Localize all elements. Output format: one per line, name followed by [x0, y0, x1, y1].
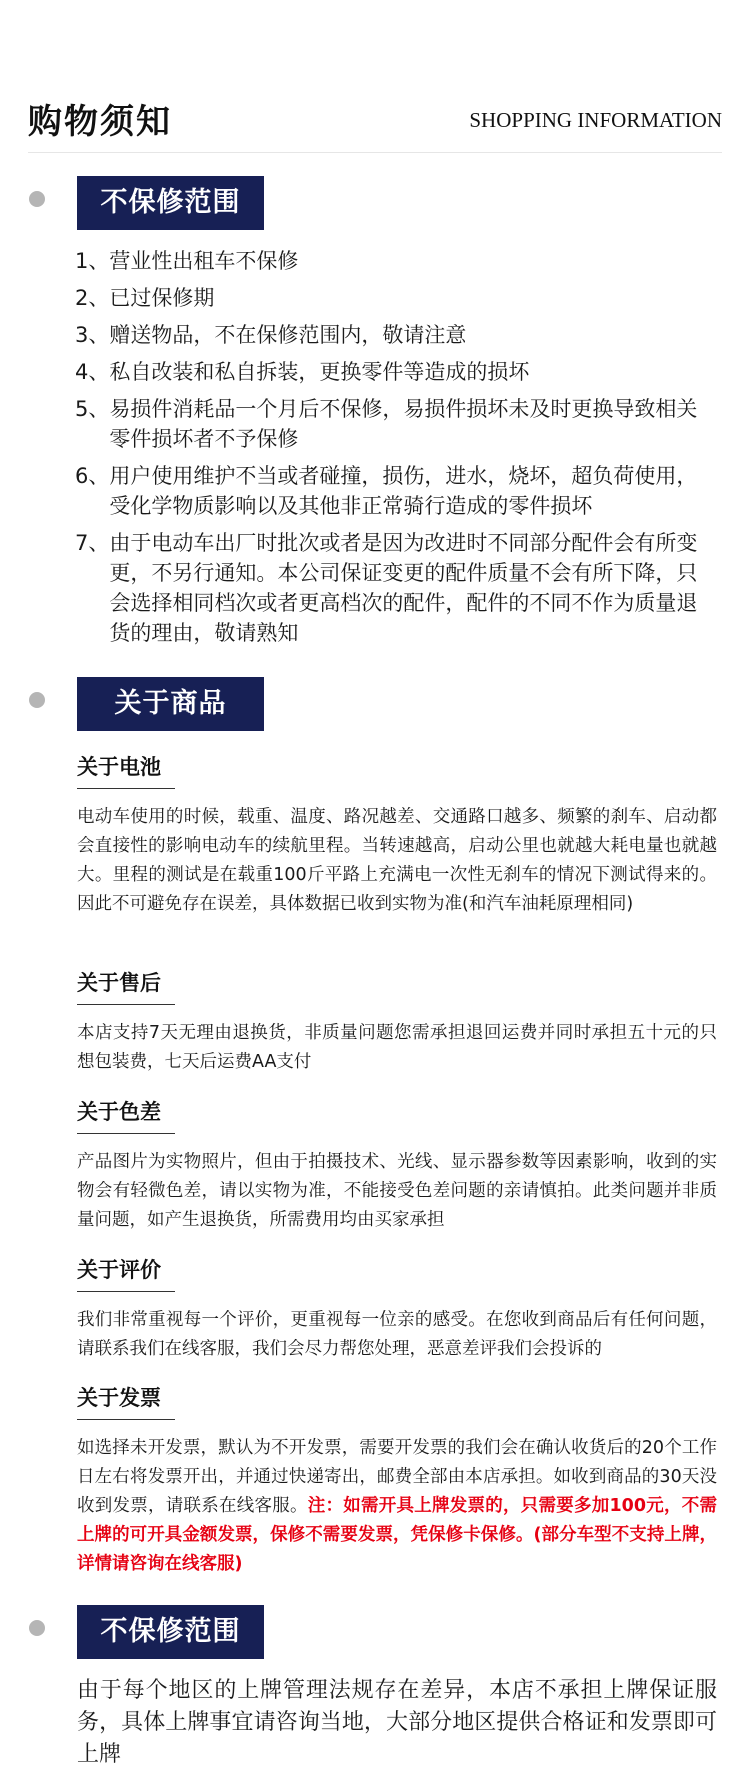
subsection-review [77, 1255, 717, 1364]
subsection-body: 本店支持7天无理由退换货，非质量问题您需承担退回运费并同时承担五十元的只想包装费，七天后运费AA支付 [77, 1023, 717, 1072]
subsection-body: 我们非常重视每一个评价，更重视每一位亲的感受。在您收到商品后有任何问题，请联系我们在线客服，我们会尽力帮您处理，恶意差评我们会投诉的 [77, 1310, 717, 1359]
subsection-body [77, 1434, 717, 1579]
list-item-number: 5、 [75, 397, 110, 421]
section-banner-registration: 不保修范围 [77, 1605, 264, 1659]
list-item-text: 由于电动车出厂时批次或者是因为改进时不同部分配件会有所变更，不另行通知。本公司保证变更的配件质量不会有所下降，只会选择相同档次或者更高档次的配件，配件的不同不作为质量退货的理由，敬请熟知 [109, 531, 698, 645]
subsection-body: 电动车使用的时候，载重、温度、路况越差、交通路口越多、频繁的刹车、启动都会直接性的影响电动车的续航里程。当转速越高，启动公里也就越大耗电量也就越大。里程的测试是在载重100斤平路上充满电一次性无刹车的情况下测试得来的。因此不可避免存在误差，具体数据已收到实物为准(和汽车油耗原理相同) [77, 807, 717, 914]
subsection-invoice [77, 1383, 717, 1579]
list-item-text: 易损件消耗品一个月后不保修，易损件损坏未及时更换导致相关零件损坏者不予保修 [109, 397, 698, 451]
list-item [75, 394, 715, 454]
subsection-after-sales [77, 968, 717, 1077]
list-item-text: 营业性出租车不保修 [109, 249, 299, 273]
page-header [28, 88, 722, 153]
list-item-number: 1、 [75, 249, 110, 273]
subsection-battery [77, 752, 717, 919]
subsection-title: 关于评价 [77, 1255, 175, 1292]
list-item-text: 赠送物品，不在保修范围内，敬请注意 [109, 323, 467, 347]
list-item-text: 用户使用维护不当或者碰撞，损伤，进水，烧坏，超负荷使用，受化学物质影响以及其他非正常骑行造成的零件损坏 [109, 464, 698, 518]
invoice-note-text: 注：如需开具上牌发票的，只需要多加100元，不需上牌的可开具金额发票，保修不需要发票，凭保修卡保修。(部分车型不支持上牌，详情请咨询在线客服) [77, 1496, 718, 1574]
list-item [75, 357, 715, 387]
subsection-title: 关于电池 [77, 752, 175, 789]
subsection-title: 关于色差 [77, 1097, 175, 1134]
bullet-dot-icon [29, 1620, 45, 1636]
bullet-dot-icon [29, 692, 45, 708]
subsection-body: 产品图片为实物照片，但由于拍摄技术、光线、显示器参数等因素影响，收到的实物会有轻微色差，请以实物为准，不能接受色差问题的亲请慎拍。此类问题并非质量问题，如产生退换货，所需费用均由买家承担 [77, 1152, 717, 1230]
subsection-title: 关于发票 [77, 1383, 175, 1420]
invoice-body-text: 如选择未开发票，默认为不开发票，需要开发票的我们会在确认收货后的20个工作日左右将发票开出，并通过快递寄出，邮费全部由本店承担。如收到商品的30天没收到发票，请联系在线客服。 [77, 1438, 717, 1516]
list-item-text: 已过保修期 [109, 286, 215, 310]
no-warranty-list [75, 246, 715, 655]
registration-notice: 由于每个地区的上牌管理法规存在差异，本店不承担上牌保证服务，具体上牌事宜请咨询当地，大部分地区提供合格证和发票即可上牌 [77, 1678, 717, 1767]
subsection-title: 关于售后 [77, 968, 175, 1005]
list-item-number: 6、 [75, 464, 110, 488]
list-item-number: 4、 [75, 360, 110, 384]
list-item-number: 7、 [75, 531, 110, 555]
list-item-number: 3、 [75, 323, 110, 347]
list-item [75, 320, 715, 350]
list-item-text: 私自改装和私自拆装，更换零件等造成的损坏 [109, 360, 530, 384]
page-title: 购物须知 [28, 102, 172, 142]
list-item [75, 528, 715, 648]
list-item [75, 461, 715, 521]
subsection-color-diff [77, 1097, 717, 1235]
bullet-dot-icon [29, 191, 45, 207]
list-item-number: 2、 [75, 286, 110, 310]
list-item [75, 283, 715, 313]
section-banner-about-product: 关于商品 [77, 677, 264, 731]
page-subtitle-en: SHOPPING INFORMATION [469, 108, 722, 132]
list-item [75, 246, 715, 276]
section-banner-no-warranty: 不保修范围 [77, 176, 264, 230]
